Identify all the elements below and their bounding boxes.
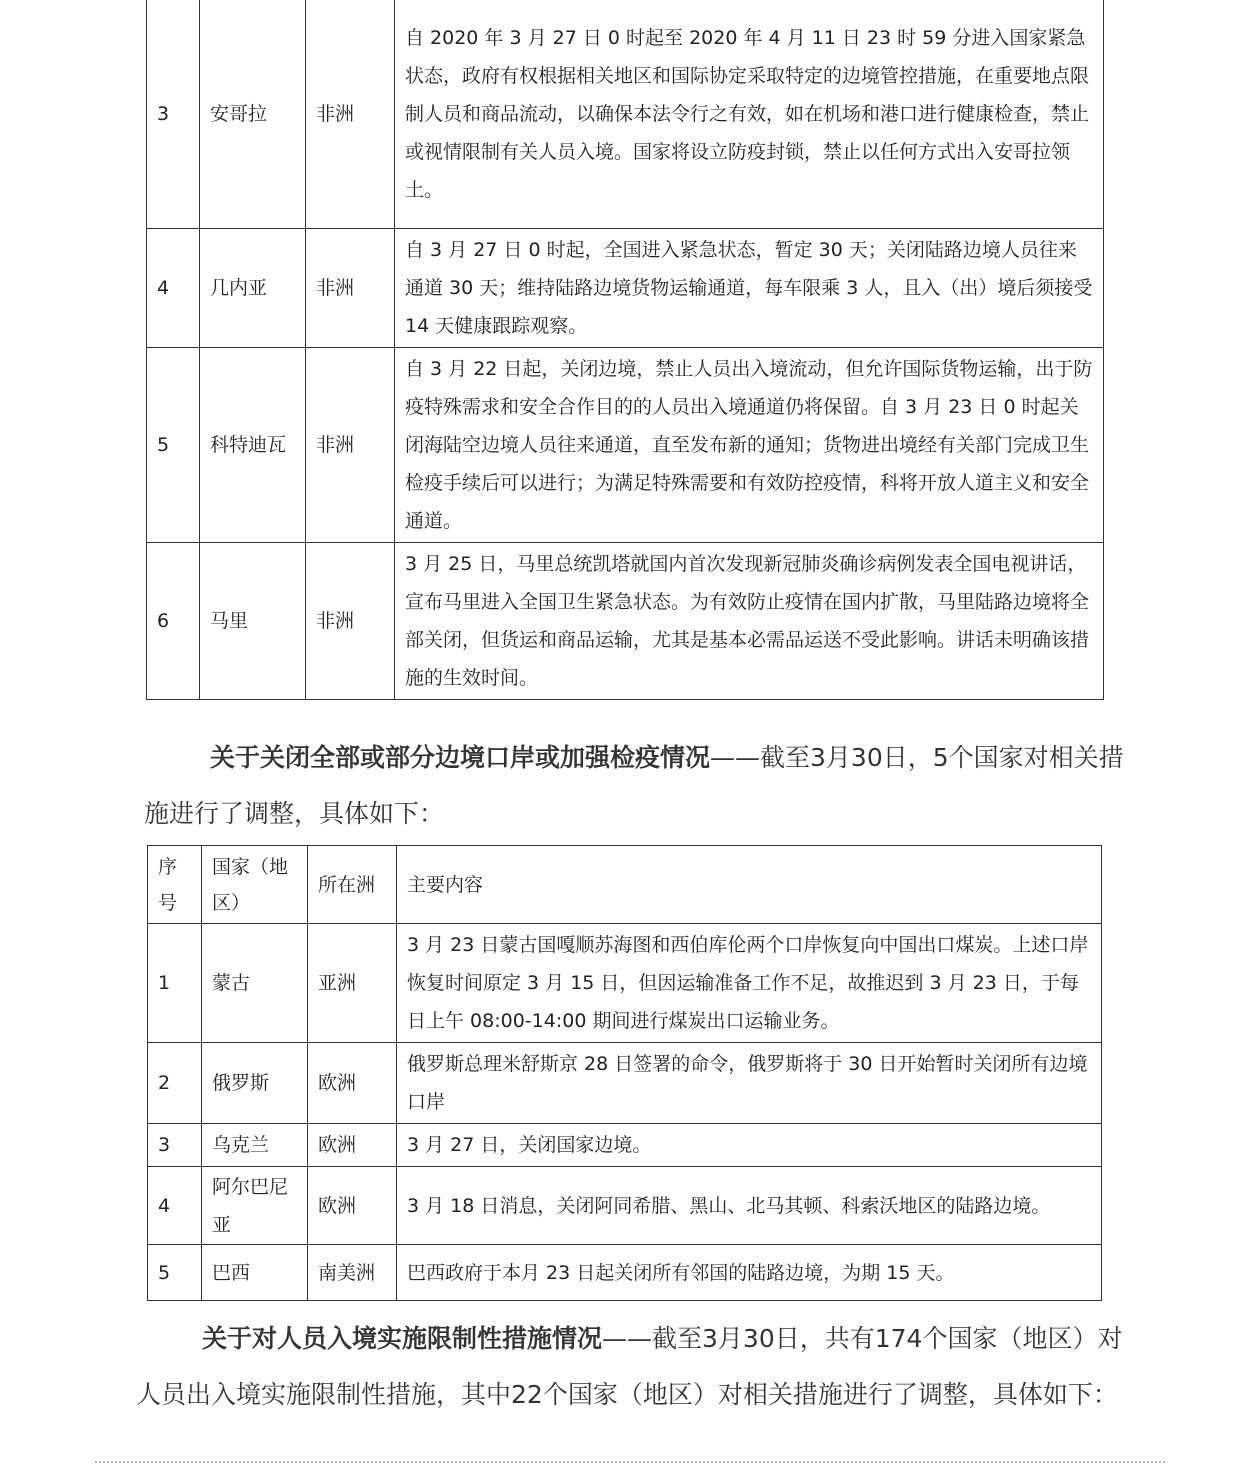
section-heading: 关于关闭全部或部分边境口岸或加强检疫情况 [210,743,711,772]
continent-cell: 非洲 [306,0,395,228]
row-number: 5 [147,347,200,542]
continent-cell: 欧洲 [308,1043,397,1124]
table-row [148,1043,1102,1124]
section-intro-text: ——截至3月30日，5个国家对相关措施进行了调整，具体如下： [144,743,1124,828]
table-row [147,542,1104,699]
table-row [147,347,1104,542]
content-cell: 3 月 27 日，关闭国家边境。 [397,1124,1102,1167]
row-number: 1 [148,924,202,1043]
continent-cell: 非洲 [306,542,395,699]
country-cell: 蒙古 [202,924,308,1043]
continent-cell: 亚洲 [308,924,397,1043]
section-intro-border-closure [144,730,1134,842]
section-intro-entry-restrictions [136,1311,1126,1423]
country-cell: 巴西 [202,1245,308,1301]
row-number: 3 [147,0,200,228]
country-cell: 几内亚 [200,228,306,347]
section-heading: 关于对人员入境实施限制性措施情况 [202,1324,603,1353]
border-measures-table-continued [146,0,1104,700]
country-cell: 马里 [200,542,306,699]
section-intro-text: ——截至3月30日，共有174个国家（地区）对人员出入境实施限制性措施，其中22个国家（地区）对相关措施进行了调整，具体如下： [136,1324,1123,1409]
row-number: 4 [147,228,200,347]
country-cell: 阿尔巴尼亚 [202,1167,308,1245]
header-number: 序号 [148,846,202,924]
row-number: 5 [148,1245,202,1301]
country-cell: 科特迪瓦 [200,347,306,542]
table-row [147,0,1104,228]
table-row [147,228,1104,347]
country-cell: 俄罗斯 [202,1043,308,1124]
content-cell: 3 月 23 日蒙古国嘎顺苏海图和西伯库伦两个口岸恢复向中国出口煤炭。上述口岸恢复时间原定 3 月 15 日，但因运输准备工作不足，故推迟到 3 月 23 日，于每日上午 08:00-14:00 期间进行煤炭出口运输业务。 [397,924,1102,1043]
table-row [148,1167,1102,1245]
border-closure-table [147,845,1102,1301]
continent-cell: 欧洲 [308,1167,397,1245]
header-country: 国家（地区） [202,846,308,924]
table-row [148,1124,1102,1167]
table-row [148,1245,1102,1301]
content-cell: 俄罗斯总理米舒斯京 28 日签署的命令，俄罗斯将于 30 日开始暂时关闭所有边境口岸 [397,1043,1102,1124]
content-cell: 自 3 月 27 日 0 时起，全国进入紧急状态，暂定 30 天；关闭陆路边境人员往来通道 30 天；维持陆路边境货物运输通道，每车限乘 3 人，且入（出）境后须接受 14 天健康跟踪观察。 [395,228,1104,347]
table-row [148,924,1102,1043]
content-cell: 巴西政府于本月 23 日起关闭所有邻国的陆路边境，为期 15 天。 [397,1245,1102,1301]
continent-cell: 欧洲 [308,1124,397,1167]
row-number: 2 [148,1043,202,1124]
country-cell: 安哥拉 [200,0,306,228]
content-cell: 自 3 月 22 日起，关闭边境，禁止人员出入境流动，但允许国际货物运输，出于防疫特殊需求和安全合作目的的人员出入境通道仍将保留。自 3 月 23 日 0 时起关闭海陆空边境人员往来通道，直至发布新的通知；货物进出境经有关部门完成卫生检疫手续后可以进行；为满足特殊需要和有效防控疫情，科将开放人道主义和安全通道。 [395,347,1104,542]
content-cell: 3 月 25 日，马里总统凯塔就国内首次发现新冠肺炎确诊病例发表全国电视讲话，宣布马里进入全国卫生紧急状态。为有效防止疫情在国内扩散，马里陆路边境将全部关闭，但货运和商品运输，尤其是基本必需品运送不受此影响。讲话未明确该措施的生效时间。 [395,542,1104,699]
continent-cell: 非洲 [306,347,395,542]
continent-cell: 非洲 [306,228,395,347]
country-cell: 乌克兰 [202,1124,308,1167]
continent-cell: 南美洲 [308,1245,397,1301]
header-content: 主要内容 [397,846,1102,924]
content-cell: 3 月 18 日消息，关闭阿同希腊、黑山、北马其顿、科索沃地区的陆路边境。 [397,1167,1102,1245]
table-header-row [148,846,1102,924]
content-cell: 自 2020 年 3 月 27 日 0 时起至 2020 年 4 月 11 日 23 时 59 分进入国家紧急状态，政府有权根据相关地区和国际协定采取特定的边境管控措施，在重要地点限制人员和商品流动，以确保本法令行之有效，如在机场和港口进行健康检查，禁止或视情限制有关人员入境。国家将设立防疫封锁，禁止以任何方式出入安哥拉领土。 [395,0,1104,228]
row-number: 3 [148,1124,202,1167]
row-number: 6 [147,542,200,699]
row-number: 4 [148,1167,202,1245]
dotted-divider [95,1461,1165,1463]
header-continent: 所在洲 [308,846,397,924]
